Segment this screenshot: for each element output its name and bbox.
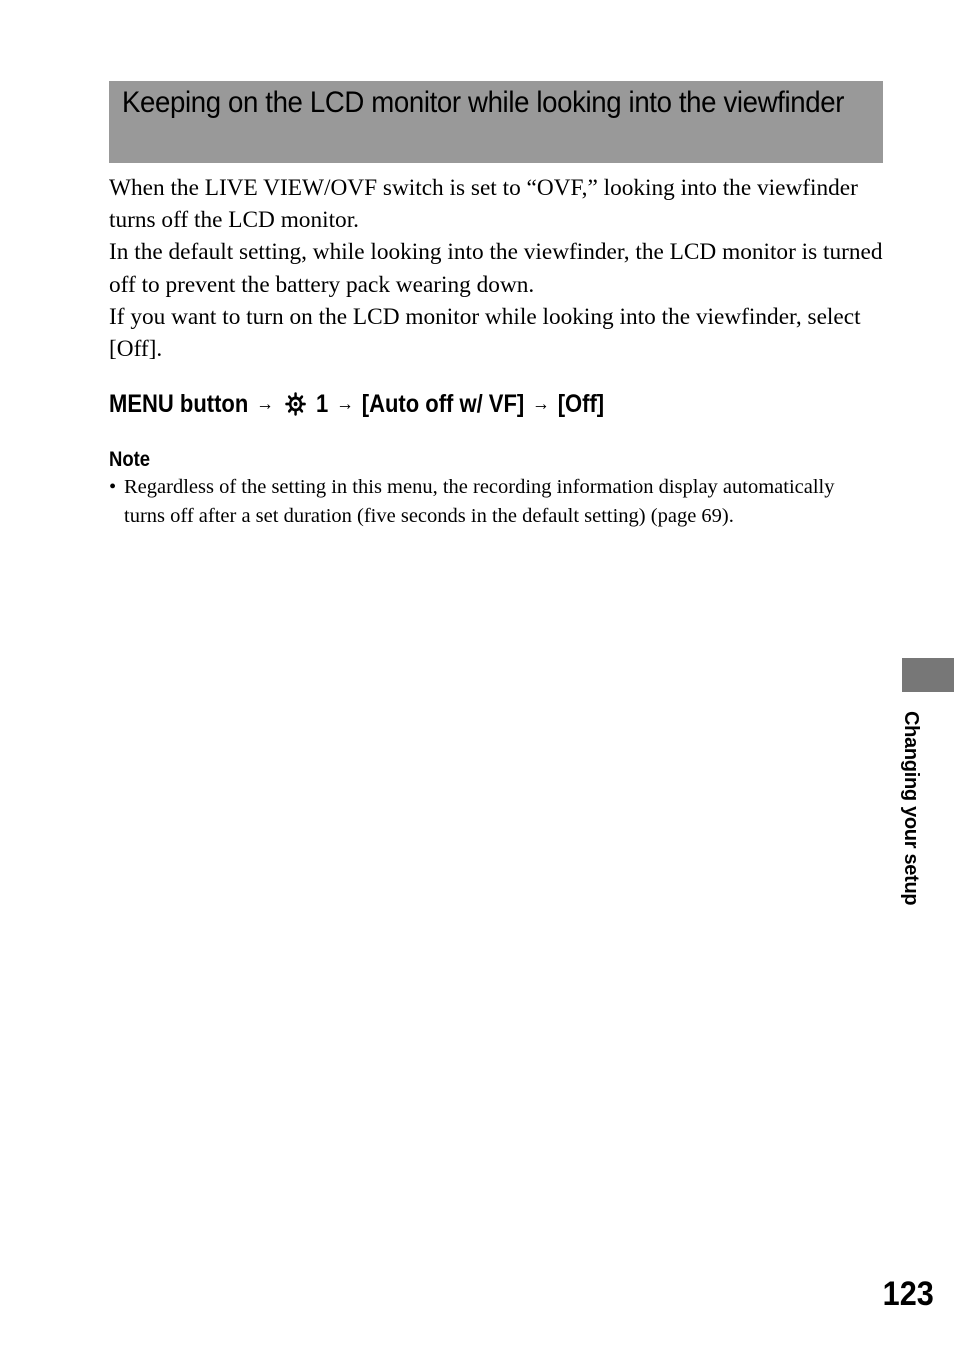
menu-step-off: [Off] [557,390,605,418]
menu-path [109,387,604,421]
menu-step-auto-off: [Auto off w/ VF] [361,390,525,418]
note-item-text: Regardless of the setting in this menu, the recording information display automatically turns off after a set duration (five seconds in the default setting) (page 69). [124,476,835,527]
note-item [109,473,849,531]
arrow-right-icon: → [336,393,354,415]
setup-gear-icon [284,391,307,417]
arrow-right-icon: → [256,393,274,415]
menu-step-menu-button: MENU button [109,390,249,418]
menu-step-page: 1 [316,390,329,418]
arrow-right-icon: → [532,393,550,415]
note-label: Note [109,448,151,471]
body-paragraph: If you want to turn on the LCD monitor while looking into the viewfinder, select [Off]. [109,303,861,363]
body-text [109,172,889,365]
section-header [109,81,883,163]
note-list [109,473,849,531]
bullet: • [109,476,117,498]
body-paragraph: In the default setting, while looking into the viewfinder, the LCD monitor is turned off to prevent the battery pack wearing down. [109,239,883,298]
side-section-label: Changing your setup [900,711,922,906]
section-title: Keeping on the LCD monitor while looking into the viewfinder [122,86,845,119]
body-paragraph: When the LIVE VIEW/OVF switch is set to “OVF,” looking into the viewfinder turns off the LCD monitor. [109,175,858,234]
side-tab-marker [902,658,954,692]
page-number: 123 [882,1275,934,1313]
